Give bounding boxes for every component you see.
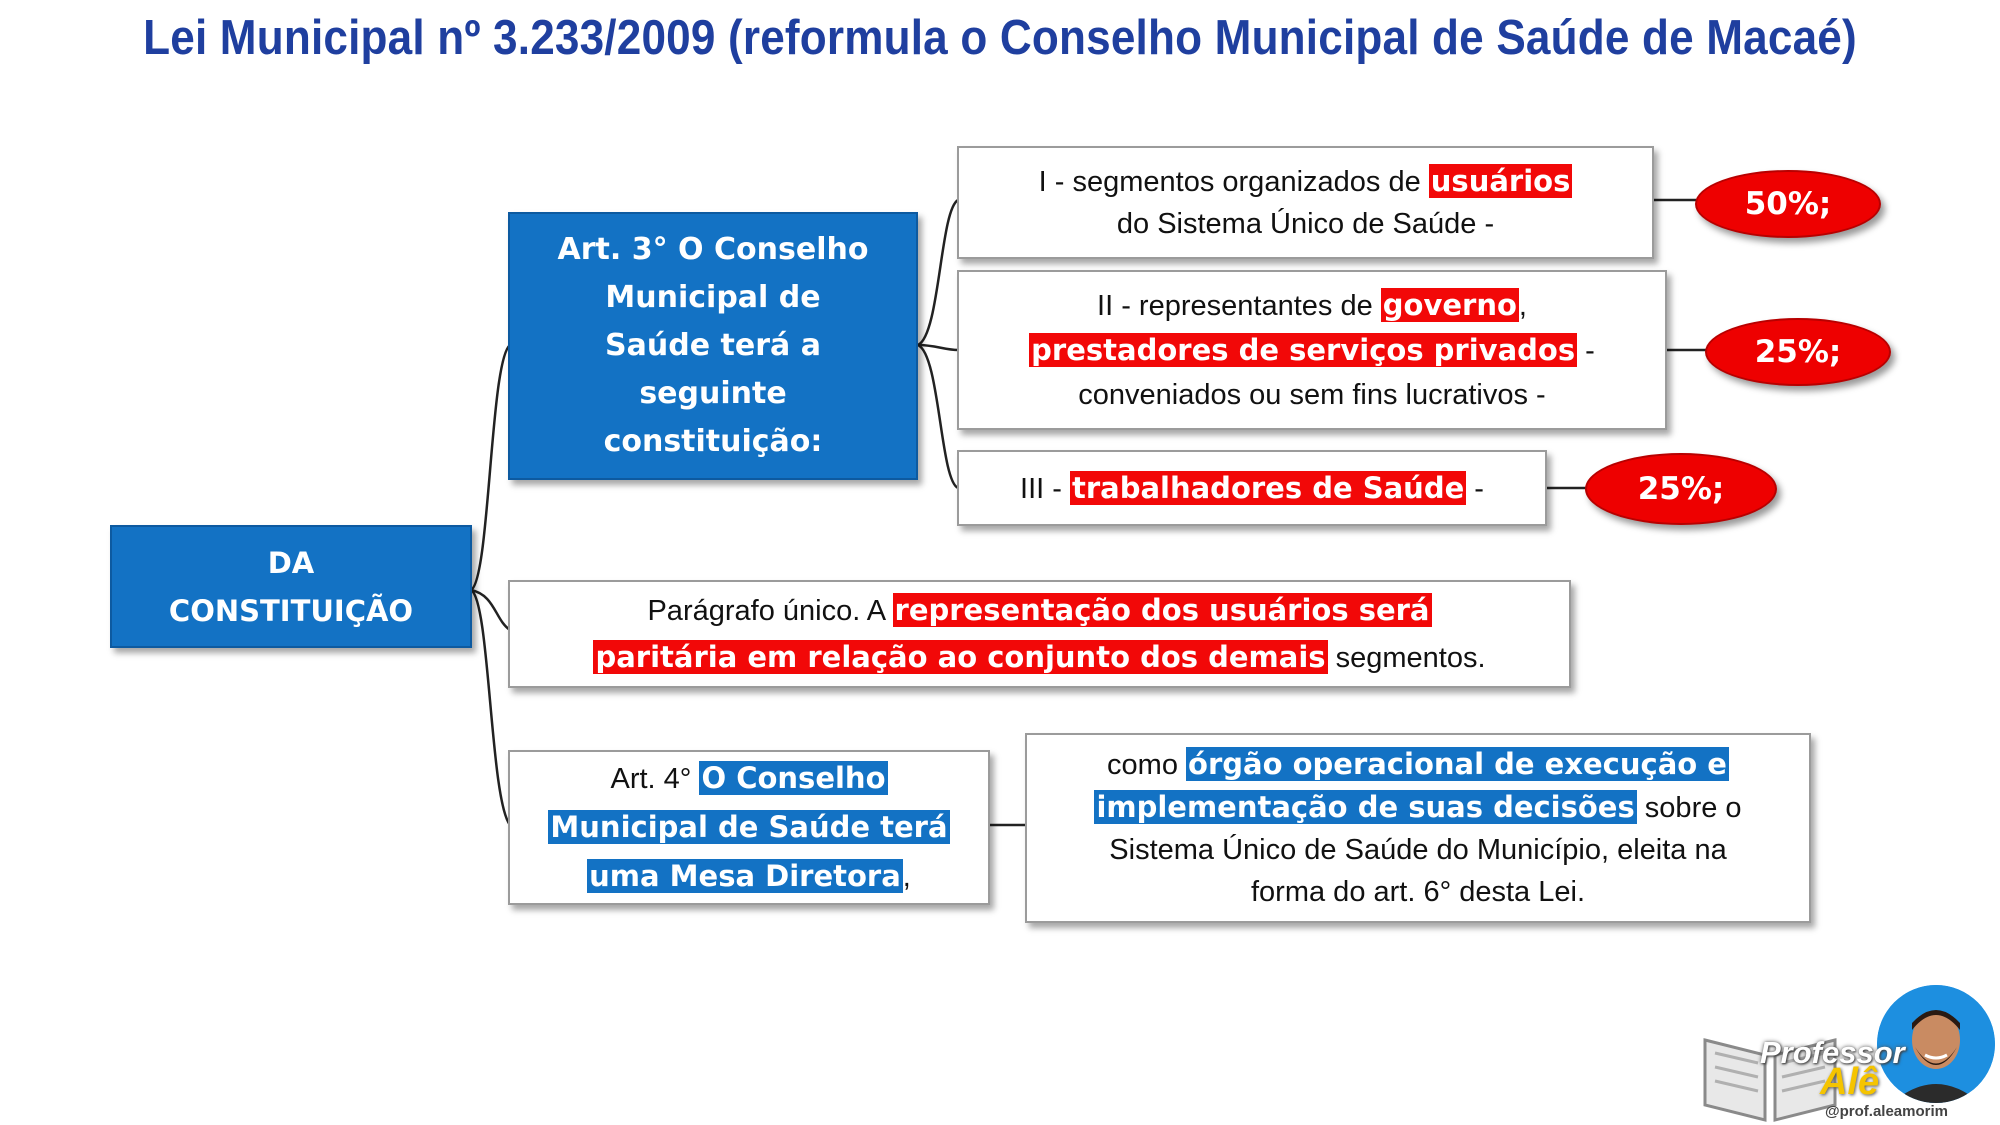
item-i-text: I - segmentos organizados de — [1038, 166, 1429, 198]
connector-root-paragrafo — [471, 590, 510, 630]
paragrafo-line-1 — [647, 587, 1431, 634]
item-ii-line-3: conveniados ou sem fins lucrativos - — [1078, 379, 1546, 411]
art3-line-5: constituição: — [603, 424, 823, 459]
paragrafo-segmentos: segmentos. — [1327, 642, 1486, 674]
professor-ale-logo — [1700, 985, 2000, 1125]
mesa-line-2 — [1094, 786, 1741, 829]
brand-sub: Alê — [1820, 1061, 1880, 1103]
mesa-highlight-1: órgão operacional de execução e — [1188, 747, 1727, 781]
root-line-1: DA — [267, 545, 315, 580]
paragrafo-highlight-1: representação dos usuários será — [894, 593, 1430, 627]
item-ii-highlight-governo: governo — [1382, 288, 1517, 322]
item-iii-dash: - — [1466, 472, 1484, 505]
item-ii-text: II - representantes de — [1097, 290, 1381, 322]
art4-highlight-2: Municipal de Saúde terá — [550, 810, 948, 844]
art4-comma: , — [902, 861, 911, 893]
paragrafo-unico-node — [508, 580, 1571, 688]
item-i-usuarios-node — [957, 146, 1654, 259]
brand-handle: @prof.aleamorim — [1825, 1103, 1948, 1120]
item-iii-line — [1020, 467, 1484, 510]
mesa-line-4: forma do art. 6° desta Lei. — [1251, 876, 1585, 908]
item-iii-highlight: trabalhadores de Saúde — [1071, 470, 1465, 505]
item-ii-highlight-prestadores: prestadores de serviços privados — [1031, 333, 1576, 367]
connector-art3-item1 — [918, 200, 958, 345]
item-i-line-1 — [1039, 160, 1573, 203]
item-i-line-2: do Sistema Único de Saúde - — [1116, 208, 1495, 240]
item-iii-text: III - — [1020, 472, 1070, 505]
item-iii-trabalhadores-node — [957, 450, 1547, 526]
root-node-da-constituicao — [110, 525, 472, 648]
mesa-line-1 — [1107, 743, 1729, 786]
paragrafo-highlight-2: paritária em relação ao conjunto dos demais — [595, 640, 1326, 674]
art3-line-1: Art. 3° O Conselho — [557, 232, 869, 267]
item-ii-dash: - — [1577, 335, 1595, 367]
art3-line-4: seguinte — [639, 376, 787, 411]
art3-line-2: Municipal de — [605, 280, 821, 315]
art4-highlight-3: uma Mesa Diretora — [589, 859, 901, 893]
art4-line-3 — [587, 852, 911, 901]
mesa-sobre: sobre o — [1636, 792, 1742, 824]
item-ii-governo-node — [957, 270, 1667, 430]
item-ii-line-1 — [1097, 283, 1527, 328]
pct-badge-50-usuarios: 50%; — [1695, 170, 1881, 238]
mesa-highlight-2: implementação de suas decisões — [1096, 790, 1635, 824]
art4-line-2 — [548, 803, 949, 852]
art3-line-3: Saúde terá a — [605, 328, 821, 363]
page-title: Lei Municipal nº 3.233/2009 (reformula o Conselho Municipal de Saúde de Macaé) — [143, 11, 1857, 65]
item-i-highlight: usuários — [1430, 164, 1571, 198]
art4-highlight-1: O Conselho — [701, 761, 886, 795]
art3-node — [508, 212, 918, 480]
paragrafo-text: Parágrafo único. A — [647, 595, 893, 627]
root-line-2: CONSTITUIÇÃO — [168, 593, 414, 628]
art4-line-1 — [610, 754, 887, 803]
pct-badge-25-trabalhadores: 25%; — [1585, 453, 1777, 525]
connector-art3-item3 — [918, 345, 958, 488]
connector-root-art3 — [471, 345, 510, 590]
mesa-diretora-node — [1025, 733, 1811, 923]
mesa-line-3: Sistema Único de Saúde do Município, eleita na — [1109, 834, 1727, 866]
item-ii-comma: , — [1518, 290, 1527, 322]
art4-text: Art. 4° — [610, 763, 700, 795]
paragrafo-line-2 — [593, 634, 1485, 681]
brand-name: Professor — [1760, 1035, 1905, 1070]
pct-badge-25-governo: 25%; — [1705, 318, 1891, 386]
art4-node — [508, 750, 990, 905]
item-ii-line-2 — [1029, 328, 1595, 373]
mesa-text: como — [1107, 749, 1187, 781]
